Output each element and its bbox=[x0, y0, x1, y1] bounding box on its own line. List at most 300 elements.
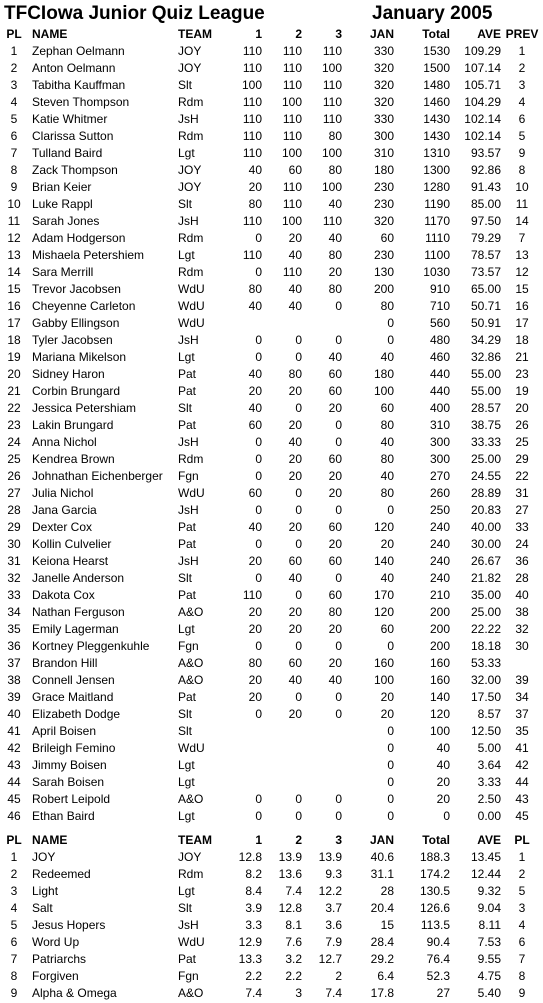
player-cell-jan: 160 bbox=[373, 656, 394, 670]
player-cell-team: Lgt bbox=[178, 775, 195, 789]
player-cell-team: Rdm bbox=[178, 265, 204, 279]
player-cell-total: 100 bbox=[429, 724, 450, 738]
player-cell-round-3: 0 bbox=[335, 503, 342, 517]
player-cell-place: 1 bbox=[10, 44, 18, 58]
player-cell-prev: 40 bbox=[515, 588, 529, 602]
team-cell-place: 3 bbox=[10, 884, 18, 898]
player-cell-round-1: 100 bbox=[241, 78, 262, 92]
player-cell-prev: 31 bbox=[515, 486, 529, 500]
player-cell-place: 39 bbox=[7, 690, 21, 704]
team-cell-team: Rdm bbox=[178, 867, 204, 881]
player-cell-place: 38 bbox=[7, 673, 21, 687]
player-cell-total: 1530 bbox=[423, 44, 450, 58]
team-cell-total: 174.2 bbox=[419, 867, 450, 881]
player-cell-round-3: 60 bbox=[328, 520, 342, 534]
player-cell-round-3: 20 bbox=[328, 486, 342, 500]
player-cell-jan: 180 bbox=[373, 367, 394, 381]
player-cell-average: 73.57 bbox=[470, 265, 501, 279]
player-cell-name: Anton Oelmann bbox=[32, 61, 116, 75]
player-cell-round-1: 40 bbox=[248, 163, 262, 177]
team-row bbox=[0, 883, 543, 900]
player-row bbox=[0, 587, 543, 604]
team-header-prev: PL bbox=[514, 833, 530, 847]
player-cell-round-3 bbox=[302, 723, 342, 740]
team-cell-total: 188.3 bbox=[419, 850, 450, 864]
player-cell-total: 460 bbox=[429, 350, 450, 364]
player-cell-round-2: 40 bbox=[288, 282, 302, 296]
player-cell-prev: 17 bbox=[515, 316, 529, 330]
player-header-row bbox=[0, 26, 543, 43]
player-cell-place: 40 bbox=[7, 707, 21, 721]
player-cell-team: JOY bbox=[178, 61, 202, 75]
player-cell-round-3: 60 bbox=[328, 554, 342, 568]
player-cell-round-3: 100 bbox=[321, 61, 342, 75]
player-row bbox=[0, 417, 543, 434]
player-cell-round-1: 110 bbox=[242, 112, 262, 126]
player-cell-round-1 bbox=[230, 740, 262, 757]
player-cell-round-1: 0 bbox=[255, 452, 262, 466]
team-cell-jan: 40.6 bbox=[370, 850, 394, 864]
player-cell-place: 16 bbox=[7, 299, 21, 313]
player-cell-team: Rdm bbox=[178, 129, 204, 143]
player-cell-average: 78.57 bbox=[470, 248, 501, 262]
player-cell-average: 40.00 bbox=[470, 520, 501, 534]
player-cell-team: A&O bbox=[178, 792, 204, 806]
player-cell-round-2: 20 bbox=[288, 418, 302, 432]
player-cell-name: Luke Rappl bbox=[32, 197, 93, 211]
player-cell-jan: 80 bbox=[380, 452, 394, 466]
player-cell-round-1: 80 bbox=[248, 656, 262, 670]
player-cell-jan: 320 bbox=[373, 61, 394, 75]
player-cell-prev: 43 bbox=[515, 792, 529, 806]
player-cell-average: 102.14 bbox=[464, 112, 501, 126]
player-cell-place: 21 bbox=[7, 384, 21, 398]
player-cell-round-1: 20 bbox=[248, 180, 262, 194]
player-cell-round-2: 80 bbox=[288, 367, 302, 381]
player-cell-team: WdU bbox=[178, 316, 205, 330]
player-cell-prev: 27 bbox=[515, 503, 529, 517]
team-row bbox=[0, 968, 543, 985]
team-cell-jan: 17.8 bbox=[370, 986, 394, 1000]
player-cell-round-1: 0 bbox=[255, 571, 262, 585]
team-cell-average: 12.44 bbox=[470, 867, 501, 881]
team-cell-round-2: 8.1 bbox=[285, 918, 302, 932]
player-row bbox=[0, 723, 543, 740]
team-cell-round-3: 7.4 bbox=[325, 986, 342, 1000]
player-cell-jan: 330 bbox=[373, 44, 394, 58]
player-cell-name: Kortney Pleggenkuhle bbox=[32, 639, 150, 653]
team-row bbox=[0, 900, 543, 917]
player-row bbox=[0, 179, 543, 196]
player-cell-round-3: 60 bbox=[328, 452, 342, 466]
team-cell-team: Fgn bbox=[178, 969, 199, 983]
player-header-total: Total bbox=[422, 27, 450, 41]
player-cell-round-1: 40 bbox=[248, 401, 262, 415]
player-cell-prev: 29 bbox=[515, 452, 529, 466]
player-cell-prev: 19 bbox=[515, 384, 529, 398]
player-cell-round-2 bbox=[262, 774, 302, 791]
player-cell-team: Pat bbox=[178, 690, 197, 704]
player-cell-total: 1300 bbox=[423, 163, 450, 177]
player-cell-place: 37 bbox=[7, 656, 21, 670]
player-cell-prev: 1 bbox=[518, 44, 526, 58]
player-cell-name: Connell Jensen bbox=[32, 673, 115, 687]
player-cell-prev: 45 bbox=[515, 809, 529, 823]
player-cell-round-2: 110 bbox=[282, 197, 302, 211]
team-cell-prev: 7 bbox=[518, 952, 526, 966]
team-cell-round-1: 13.3 bbox=[238, 952, 262, 966]
player-cell-name: Jessica Petershiam bbox=[32, 401, 137, 415]
player-cell-round-2: 100 bbox=[281, 214, 302, 228]
player-cell-round-3: 0 bbox=[335, 690, 342, 704]
player-cell-round-1: 0 bbox=[255, 435, 262, 449]
player-cell-jan: 230 bbox=[373, 248, 394, 262]
player-cell-name: Cheyenne Carleton bbox=[32, 299, 136, 313]
player-cell-average: 5.00 bbox=[477, 741, 501, 755]
player-row bbox=[0, 502, 543, 519]
player-cell-place: 29 bbox=[7, 520, 21, 534]
player-cell-total: 1190 bbox=[424, 197, 450, 211]
player-cell-place: 18 bbox=[7, 333, 21, 347]
player-cell-total: 300 bbox=[429, 452, 450, 466]
player-cell-name: Emily Lagerman bbox=[32, 622, 119, 636]
team-cell-round-2: 7.6 bbox=[285, 935, 302, 949]
team-cell-place: 2 bbox=[10, 867, 18, 881]
player-cell-round-2: 60 bbox=[288, 554, 302, 568]
player-cell-round-3: 60 bbox=[328, 588, 342, 602]
player-cell-team: JOY bbox=[178, 44, 202, 58]
player-cell-round-2: 60 bbox=[288, 163, 302, 177]
player-cell-name: Sarah Jones bbox=[32, 214, 100, 228]
player-cell-round-3: 80 bbox=[328, 129, 342, 143]
team-cell-name: Light bbox=[32, 884, 59, 898]
player-cell-team: Rdm bbox=[178, 452, 204, 466]
player-cell-jan: 40 bbox=[380, 469, 394, 483]
player-cell-jan: 230 bbox=[373, 197, 394, 211]
player-cell-total: 1170 bbox=[424, 214, 450, 228]
team-row bbox=[0, 849, 543, 866]
player-cell-round-3: 80 bbox=[328, 163, 342, 177]
player-row bbox=[0, 366, 543, 383]
team-cell-average: 9.55 bbox=[477, 952, 501, 966]
team-cell-jan: 20.4 bbox=[370, 901, 394, 915]
player-cell-team: JOY bbox=[178, 180, 202, 194]
player-row bbox=[0, 315, 543, 332]
player-cell-total: 270 bbox=[429, 469, 450, 483]
player-cell-name: Zack Thompson bbox=[32, 163, 118, 177]
player-cell-name: Julia Nichol bbox=[32, 486, 94, 500]
player-cell-jan: 80 bbox=[380, 418, 394, 432]
player-cell-jan: 40 bbox=[380, 350, 394, 364]
player-cell-total: 1100 bbox=[424, 248, 450, 262]
player-cell-average: 2.50 bbox=[477, 792, 501, 806]
player-cell-place: 28 bbox=[7, 503, 21, 517]
player-cell-prev: 28 bbox=[515, 571, 529, 585]
team-cell-team: WdU bbox=[178, 935, 205, 949]
player-cell-round-1: 0 bbox=[255, 469, 262, 483]
player-row bbox=[0, 332, 543, 349]
player-cell-round-1: 20 bbox=[248, 673, 262, 687]
player-cell-average: 34.29 bbox=[470, 333, 501, 347]
player-cell-round-2: 110 bbox=[282, 180, 302, 194]
team-cell-name: Redeemed bbox=[32, 867, 91, 881]
player-row bbox=[0, 43, 543, 60]
player-header-jan: JAN bbox=[369, 27, 394, 41]
player-cell-round-2: 0 bbox=[295, 503, 302, 517]
player-cell-prev: 15 bbox=[515, 282, 529, 296]
player-cell-round-3: 40 bbox=[328, 197, 342, 211]
player-row bbox=[0, 706, 543, 723]
player-cell-average: 109.29 bbox=[464, 44, 501, 58]
team-cell-team: Lgt bbox=[178, 884, 195, 898]
player-header-round-1: 1 bbox=[255, 27, 262, 41]
player-cell-prev: 9 bbox=[518, 146, 526, 160]
player-cell-round-1: 110 bbox=[242, 61, 262, 75]
player-cell-round-3: 40 bbox=[328, 350, 342, 364]
player-row bbox=[0, 213, 543, 230]
player-cell-jan: 0 bbox=[387, 741, 394, 755]
player-cell-place: 32 bbox=[7, 571, 21, 585]
player-row bbox=[0, 162, 543, 179]
player-cell-place: 25 bbox=[7, 452, 21, 466]
player-row bbox=[0, 60, 543, 77]
team-cell-total: 113.5 bbox=[420, 918, 450, 932]
team-cell-name: Word Up bbox=[32, 935, 80, 949]
player-cell-jan: 120 bbox=[373, 605, 394, 619]
player-cell-average: 79.29 bbox=[470, 231, 501, 245]
player-row bbox=[0, 400, 543, 417]
player-cell-jan: 320 bbox=[373, 214, 394, 228]
player-cell-place: 3 bbox=[10, 78, 18, 92]
player-cell-round-3: 20 bbox=[328, 401, 342, 415]
player-cell-round-1: 40 bbox=[248, 367, 262, 381]
player-cell-prev: 11 bbox=[515, 197, 529, 211]
player-cell-name: April Boisen bbox=[32, 724, 97, 738]
player-cell-round-3 bbox=[302, 774, 342, 791]
player-cell-place: 46 bbox=[7, 809, 21, 823]
player-cell-total: 20 bbox=[436, 775, 450, 789]
player-cell-total: 160 bbox=[429, 673, 450, 687]
player-cell-total: 1500 bbox=[423, 61, 450, 75]
player-cell-name: Zephan Oelmann bbox=[32, 44, 125, 58]
team-header-jan: JAN bbox=[369, 833, 394, 847]
player-cell-round-2: 0 bbox=[295, 588, 302, 602]
player-cell-team: A&O bbox=[178, 673, 204, 687]
player-row bbox=[0, 740, 543, 757]
player-cell-round-2: 0 bbox=[295, 350, 302, 364]
player-row bbox=[0, 655, 543, 672]
player-cell-place: 4 bbox=[10, 95, 18, 109]
player-cell-prev: 2 bbox=[518, 61, 526, 75]
team-cell-round-3: 2 bbox=[335, 969, 342, 983]
team-row bbox=[0, 917, 543, 934]
player-row bbox=[0, 94, 543, 111]
player-cell-average: 102.14 bbox=[464, 129, 501, 143]
player-cell-round-3: 0 bbox=[335, 707, 342, 721]
player-cell-round-1: 0 bbox=[255, 639, 262, 653]
player-cell-average: 53.33 bbox=[470, 656, 501, 670]
player-cell-place: 27 bbox=[7, 486, 21, 500]
player-cell-team: Slt bbox=[178, 724, 193, 738]
player-cell-round-3 bbox=[302, 757, 342, 774]
player-cell-team: WdU bbox=[178, 486, 205, 500]
player-cell-total: 1480 bbox=[423, 78, 450, 92]
player-cell-round-2: 20 bbox=[288, 452, 302, 466]
team-row bbox=[0, 866, 543, 883]
player-cell-place: 26 bbox=[7, 469, 21, 483]
player-cell-total: 240 bbox=[429, 537, 450, 551]
player-cell-round-1: 0 bbox=[255, 809, 262, 823]
player-cell-place: 34 bbox=[7, 605, 21, 619]
player-cell-round-1: 0 bbox=[255, 350, 262, 364]
player-row bbox=[0, 604, 543, 621]
player-cell-total: 120 bbox=[429, 707, 450, 721]
player-cell-team: Lgt bbox=[178, 350, 195, 364]
player-cell-jan: 40 bbox=[380, 435, 394, 449]
player-cell-total: 1460 bbox=[423, 95, 450, 109]
player-cell-round-1: 60 bbox=[248, 486, 262, 500]
player-cell-jan: 0 bbox=[387, 758, 394, 772]
player-cell-place: 10 bbox=[7, 197, 21, 211]
player-cell-prev: 7 bbox=[518, 231, 526, 245]
player-cell-round-3: 20 bbox=[328, 265, 342, 279]
player-cell-round-2: 0 bbox=[295, 690, 302, 704]
player-cell-prev: 13 bbox=[515, 248, 529, 262]
player-cell-round-2 bbox=[262, 315, 302, 332]
player-cell-place: 24 bbox=[7, 435, 21, 449]
player-cell-place: 43 bbox=[7, 758, 21, 772]
player-cell-prev: 41 bbox=[515, 741, 529, 755]
player-cell-jan: 200 bbox=[373, 282, 394, 296]
player-cell-team: Pat bbox=[178, 367, 197, 381]
player-cell-round-1: 110 bbox=[242, 146, 262, 160]
team-header-round-3: 3 bbox=[335, 833, 342, 847]
player-cell-jan: 0 bbox=[387, 724, 394, 738]
team-cell-average: 13.45 bbox=[470, 850, 501, 864]
player-cell-round-2: 0 bbox=[295, 486, 302, 500]
player-cell-prev bbox=[501, 655, 543, 672]
player-cell-prev: 22 bbox=[515, 469, 529, 483]
player-row bbox=[0, 264, 543, 281]
player-cell-round-1: 110 bbox=[242, 129, 262, 143]
player-cell-jan: 100 bbox=[373, 384, 394, 398]
player-cell-round-2: 40 bbox=[288, 571, 302, 585]
player-row bbox=[0, 111, 543, 128]
player-cell-name: Sarah Boisen bbox=[32, 775, 105, 789]
player-cell-team: Fgn bbox=[178, 639, 199, 653]
player-cell-total: 200 bbox=[429, 639, 450, 653]
player-cell-total: 240 bbox=[429, 520, 450, 534]
player-cell-name: Clarissa Sutton bbox=[32, 129, 114, 143]
player-cell-average: 104.29 bbox=[464, 95, 501, 109]
player-cell-prev: 36 bbox=[515, 554, 529, 568]
player-cell-prev: 8 bbox=[518, 163, 526, 177]
player-cell-name: Robert Leipold bbox=[32, 792, 111, 806]
team-header-team: TEAM bbox=[178, 833, 212, 847]
team-cell-place: 5 bbox=[10, 918, 18, 932]
player-cell-place: 19 bbox=[7, 350, 21, 364]
team-cell-place: 9 bbox=[10, 986, 18, 1000]
player-cell-total: 710 bbox=[429, 299, 450, 313]
player-cell-jan: 310 bbox=[373, 146, 394, 160]
player-cell-round-2: 20 bbox=[288, 605, 302, 619]
player-cell-team: Rdm bbox=[178, 231, 204, 245]
player-cell-name: Corbin Brungard bbox=[32, 384, 121, 398]
team-row bbox=[0, 934, 543, 951]
team-cell-prev: 9 bbox=[518, 986, 526, 1000]
team-cell-round-2: 12.8 bbox=[278, 901, 302, 915]
player-cell-place: 35 bbox=[7, 622, 21, 636]
player-cell-team: WdU bbox=[178, 741, 205, 755]
player-cell-name: Mariana Mikelson bbox=[32, 350, 127, 364]
team-cell-prev: 6 bbox=[518, 935, 526, 949]
team-cell-round-1: 12.8 bbox=[238, 850, 262, 864]
player-row bbox=[0, 128, 543, 145]
player-cell-round-2: 0 bbox=[295, 537, 302, 551]
player-cell-round-1: 0 bbox=[255, 707, 262, 721]
player-cell-total: 0 bbox=[443, 809, 450, 823]
player-cell-total: 910 bbox=[429, 282, 450, 296]
player-cell-average: 97.50 bbox=[470, 214, 501, 228]
player-cell-jan: 60 bbox=[380, 231, 394, 245]
player-cell-jan: 0 bbox=[387, 809, 394, 823]
player-cell-round-2: 110 bbox=[282, 265, 302, 279]
player-header-round-2: 2 bbox=[295, 27, 302, 41]
player-cell-round-2: 100 bbox=[281, 146, 302, 160]
player-cell-round-1 bbox=[230, 774, 262, 791]
team-cell-total: 52.3 bbox=[426, 969, 450, 983]
team-cell-prev: 8 bbox=[518, 969, 526, 983]
player-cell-round-1: 0 bbox=[255, 503, 262, 517]
player-cell-round-2: 40 bbox=[288, 299, 302, 313]
player-cell-jan: 60 bbox=[380, 401, 394, 415]
team-cell-round-1: 12.9 bbox=[238, 935, 262, 949]
player-cell-round-2: 0 bbox=[295, 792, 302, 806]
player-cell-round-1: 40 bbox=[248, 299, 262, 313]
player-cell-total: 240 bbox=[429, 554, 450, 568]
player-cell-team: Lgt bbox=[178, 248, 195, 262]
player-cell-prev: 16 bbox=[515, 299, 529, 313]
player-cell-place: 22 bbox=[7, 401, 21, 415]
team-cell-average: 9.32 bbox=[477, 884, 501, 898]
team-cell-round-1: 3.9 bbox=[245, 901, 262, 915]
player-cell-prev: 30 bbox=[515, 639, 529, 653]
team-cell-team: JsH bbox=[178, 918, 199, 932]
player-cell-round-3: 20 bbox=[328, 537, 342, 551]
player-header-average: AVE bbox=[477, 27, 501, 41]
player-cell-average: 12.50 bbox=[470, 724, 501, 738]
player-cell-prev: 33 bbox=[515, 520, 529, 534]
player-cell-total: 40 bbox=[436, 758, 450, 772]
player-cell-team: Slt bbox=[178, 571, 193, 585]
player-row bbox=[0, 672, 543, 689]
player-cell-average: 105.71 bbox=[464, 78, 501, 92]
player-cell-round-3: 40 bbox=[328, 673, 342, 687]
player-cell-round-3: 60 bbox=[328, 384, 342, 398]
player-row bbox=[0, 383, 543, 400]
player-cell-name: Lakin Brungard bbox=[32, 418, 114, 432]
player-cell-name: Jana Garcia bbox=[32, 503, 97, 517]
player-cell-round-1: 0 bbox=[255, 537, 262, 551]
player-cell-round-3: 0 bbox=[335, 792, 342, 806]
player-cell-round-1: 60 bbox=[248, 418, 262, 432]
team-cell-round-2: 3.2 bbox=[285, 952, 302, 966]
player-cell-round-1: 80 bbox=[248, 197, 262, 211]
player-cell-round-2: 20 bbox=[288, 231, 302, 245]
player-cell-round-2: 60 bbox=[288, 656, 302, 670]
player-cell-name: Johnathan Eichenberger bbox=[32, 469, 163, 483]
player-cell-jan: 0 bbox=[387, 333, 394, 347]
